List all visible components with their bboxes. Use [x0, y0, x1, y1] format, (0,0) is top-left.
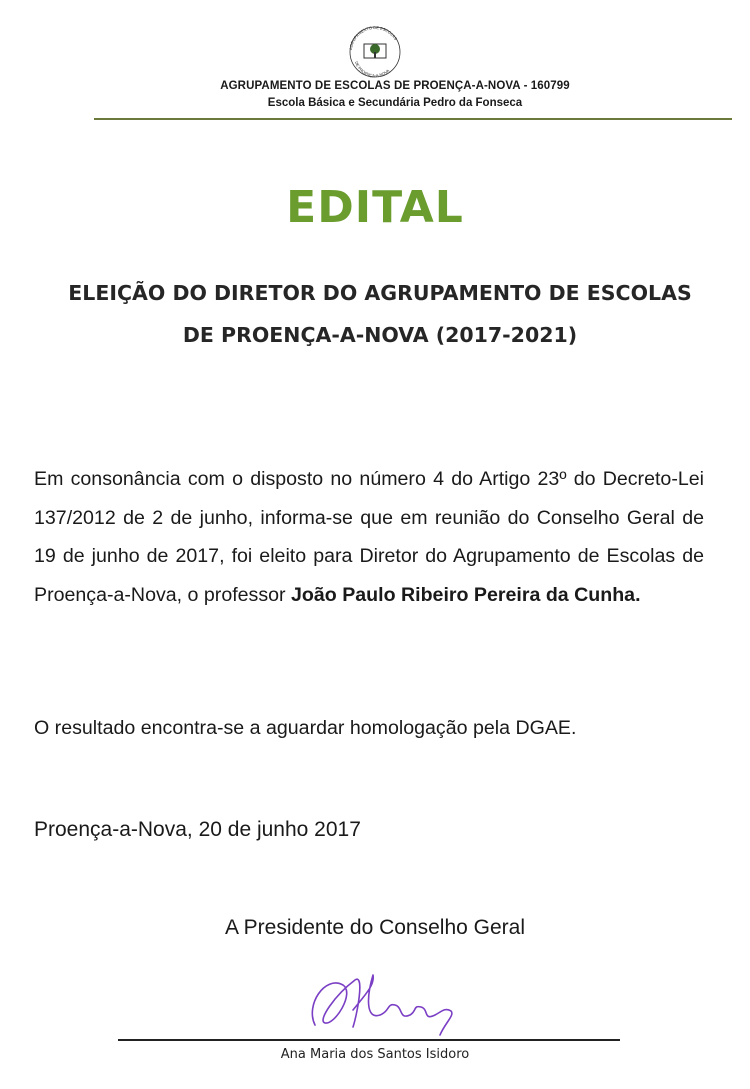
signatory-name: Ana Maria dos Santos Isidoro: [280, 1047, 470, 1062]
elected-name: João Paulo Ribeiro Pereira da Cunha.: [291, 583, 641, 606]
result-statement: O resultado encontra-se a aguardar homologação pela DGAE.: [34, 717, 577, 739]
handwritten-signature: [295, 965, 470, 1040]
subtitle-line-2: DE PROENÇA-A-NOVA (2017-2021): [182, 323, 578, 347]
header-school-name: Escola Básica e Secundária Pedro da Fonseca: [267, 97, 523, 109]
subtitle-line-1: ELEIÇÃO DO DIRETOR DO AGRUPAMENTO DE ESCOLAS: [68, 281, 692, 305]
svg-text:AGRUPAMENTO DE ESCOLAS: AGRUPAMENTO DE ESCOLAS: [348, 24, 399, 51]
signature-line: [118, 1039, 620, 1041]
document-title: EDITAL: [286, 182, 464, 233]
paragraph-text: Em consonância com o disposto no número 4 do Artigo 23º do Decreto-Lei 137/2012 de 2 de junho, informa-se que em reunião do Conselho Geral de 19 de junho de 2017, foi eleito para Diretor do Agrupamento de Escolas de Proença-a-Nova, o professor: [34, 468, 704, 606]
svg-text:DE PROENÇA-A-NOVA: DE PROENÇA-A-NOVA: [353, 60, 391, 78]
header-institution-name: AGRUPAMENTO DE ESCOLAS DE PROENÇA-A-NOVA - 160799: [220, 80, 570, 92]
document-subtitle: [30, 272, 730, 356]
main-paragraph: [34, 460, 704, 614]
place-date: Proença-a-Nova, 20 de junho 2017: [34, 818, 361, 841]
header-divider: [94, 118, 732, 120]
signatory-role: A Presidente do Conselho Geral: [224, 916, 526, 939]
school-seal-logo: [340, 22, 410, 78]
